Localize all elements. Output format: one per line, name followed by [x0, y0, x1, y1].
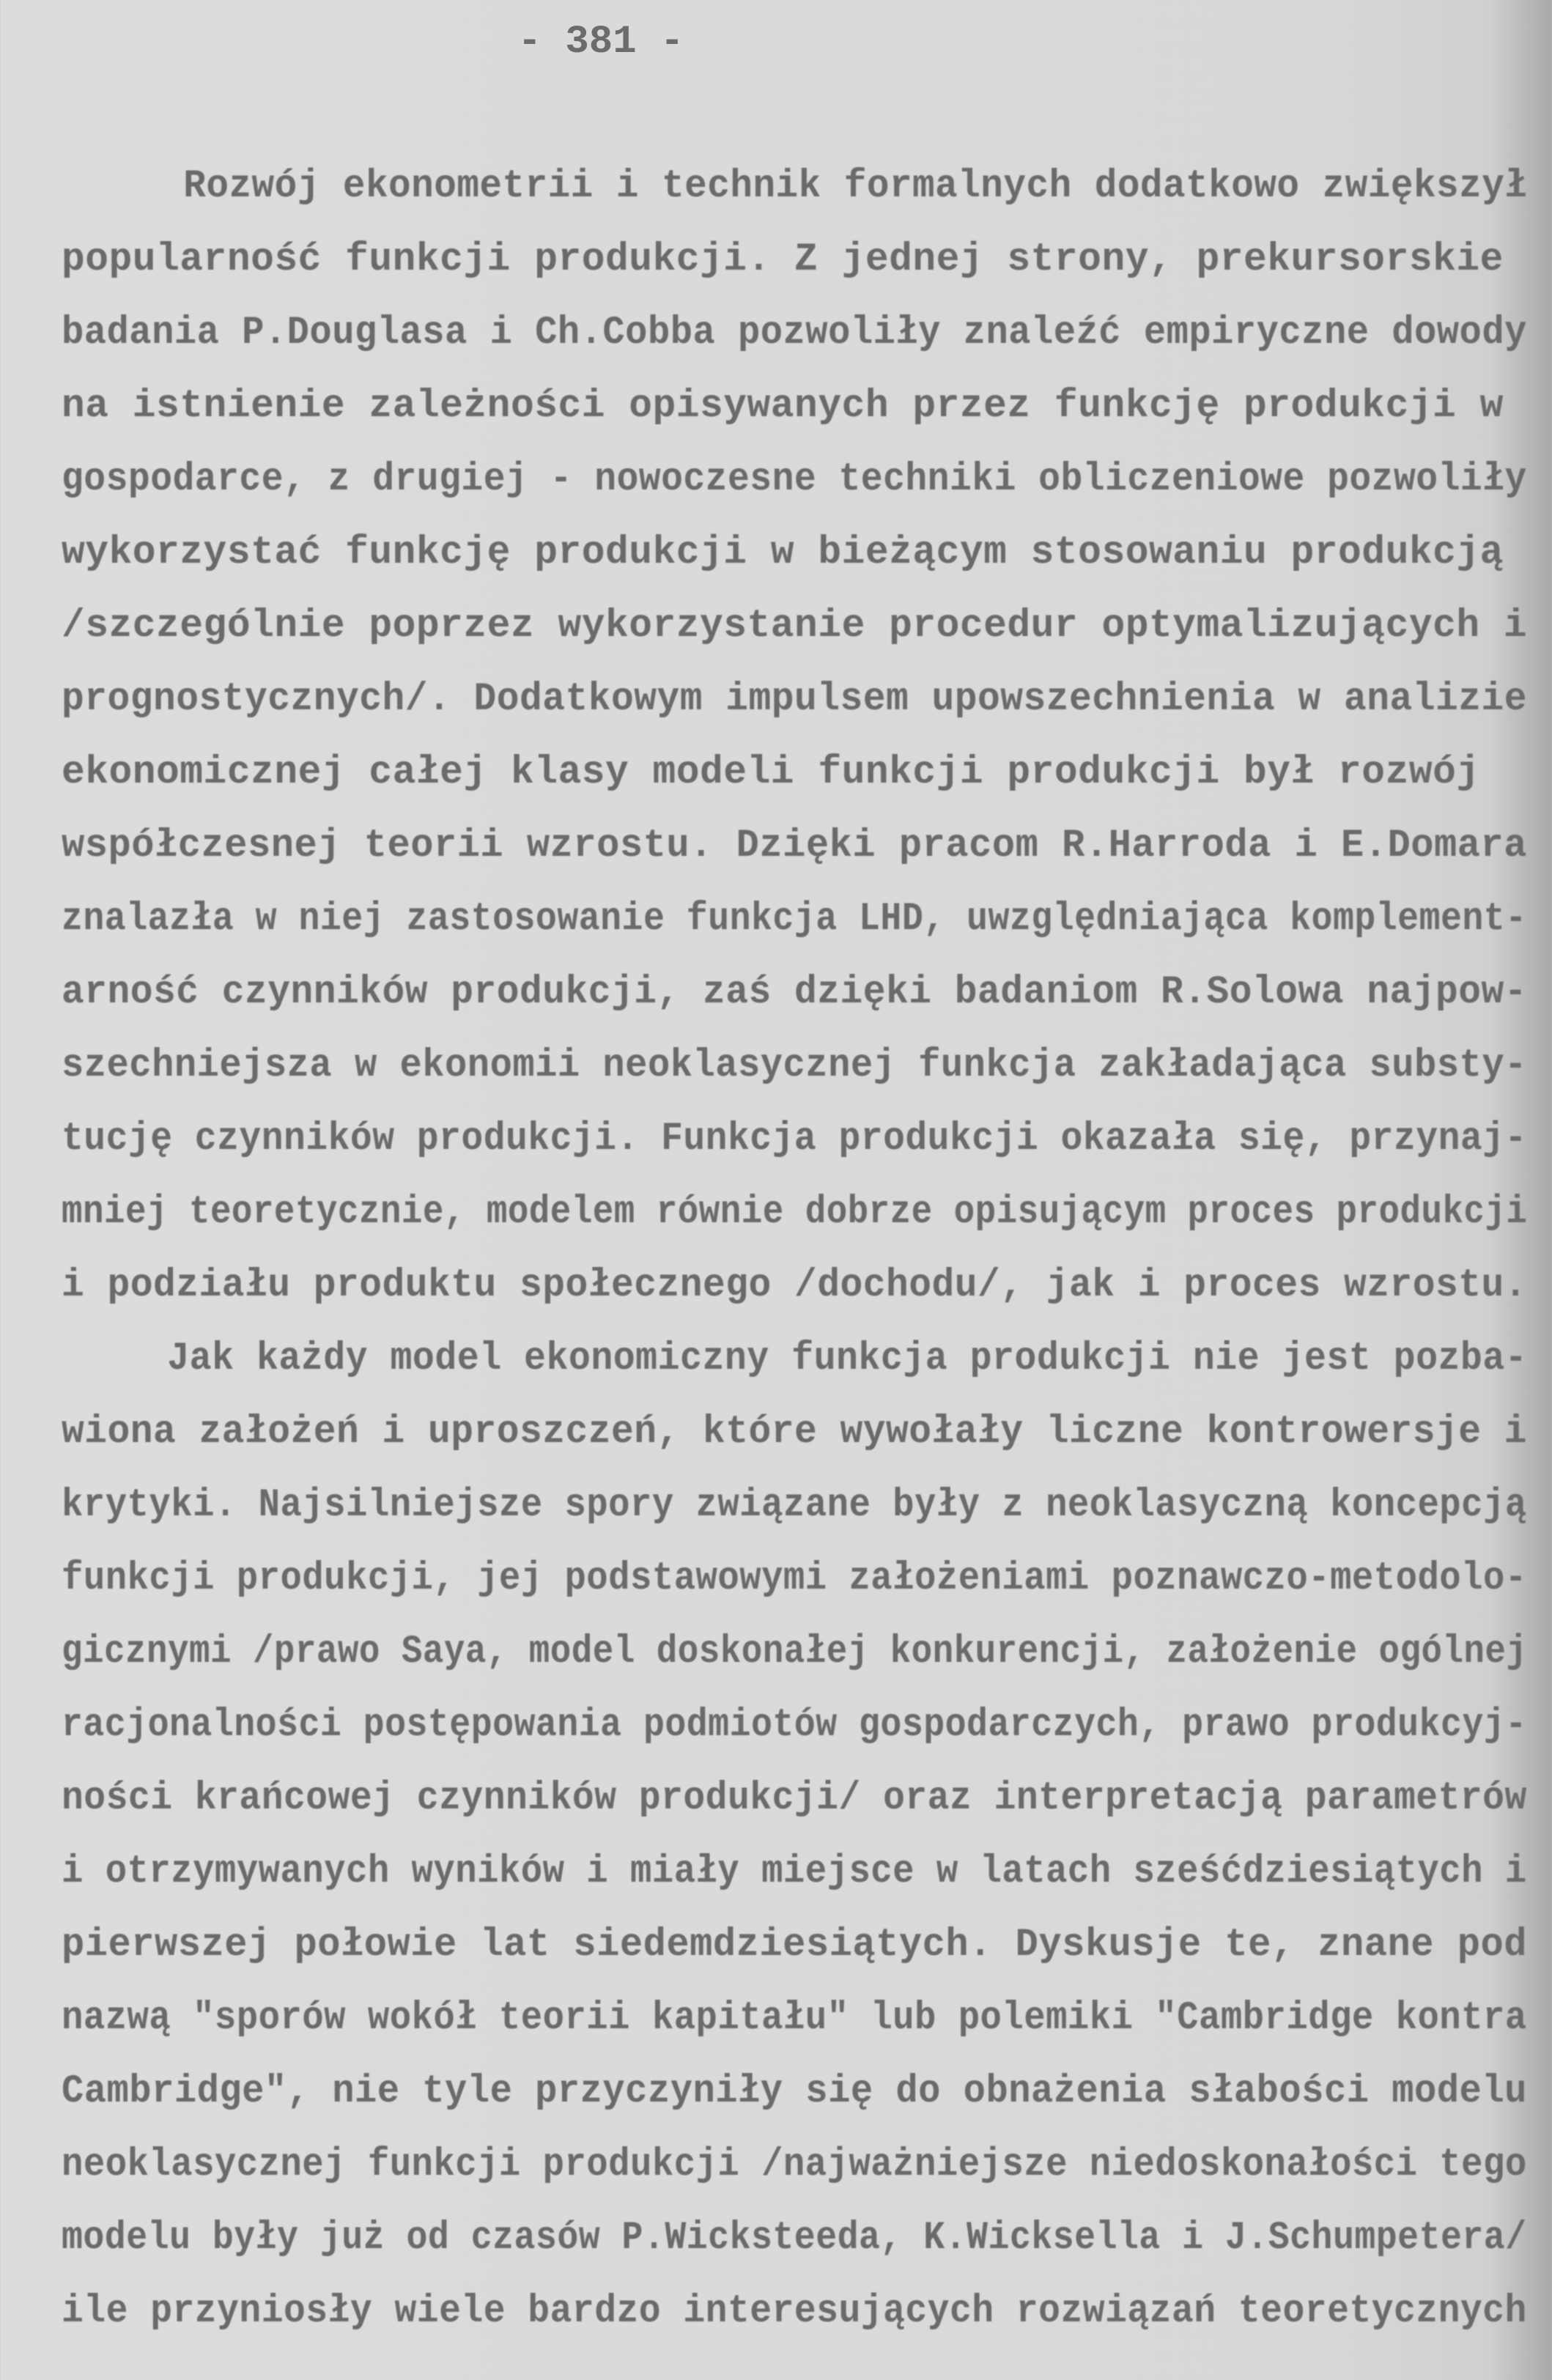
text-line: gicznymi /prawo Saya, model doskonałej konkurencji, założenie ogólnej [62, 1630, 1528, 1674]
text-line: prognostycznych/. Dodatkowym impulsem upowszechnienia w analizie [62, 677, 1527, 722]
document-body [62, 150, 1552, 2348]
text-line: badania P.Douglasa i Ch.Cobba pozwoliły znaleźć empiryczne dowody [62, 311, 1527, 355]
paragraph [62, 1323, 1552, 2348]
text-line: na istnienie zależności opisywanych przez funkcję produkcji w [62, 384, 1504, 429]
text-line: i otrzymywanych wyników i miały miejsce w latach sześćdziesiątych i [62, 1849, 1527, 1894]
text-line: szechniejsza w ekonomii neoklasycznej funkcja zakładająca substy- [62, 1043, 1527, 1088]
text-line: nazwą "sporów wokół teorii kapitału" lub polemiki "Cambridge kontra [62, 1996, 1527, 2041]
text-line: Cambridge", nie tyle przyczyniły się do obnażenia słabości modelu [62, 2069, 1527, 2114]
text-line: funkcji produkcji, jej podstawowymi założeniami poznawczo-metodolo- [62, 1556, 1527, 1601]
text-line: wiona założeń i uproszczeń, które wywołały liczne kontrowersje i [62, 1410, 1527, 1455]
text-line: tucję czynników produkcji. Funkcja produkcji okazała się, przynaj- [62, 1117, 1527, 1161]
text-line: pierwszej połowie lat siedemdziesiątych. Dyskusje te, znane pod [62, 1923, 1528, 1967]
text-line: Rozwój ekonometrii i technik formalnych dodatkowo zwiększył [183, 164, 1528, 209]
text-line: ności krańcowej czynników produkcji/ oraz interpretacją parametrów [62, 1776, 1527, 1821]
text-line: znalazła w niej zastosowanie funkcja LHD, uwzględniająca komplement- [62, 897, 1527, 942]
text-line: i podziału produktu społecznego /dochodu/, jak i proces wzrostu. [62, 1263, 1527, 1308]
text-line: modelu były już od czasów P.Wicksteeda, K.Wicksella i J.Schumpetera/ [62, 2216, 1527, 2261]
paragraph [62, 150, 1552, 1323]
text-line: neoklasycznej funkcji produkcji /najważniejsze niedoskonałości tego [62, 2143, 1527, 2187]
text-line: krytyki. Najsilniejsze spory związane były z neoklasyczną koncepcją [62, 1483, 1527, 1528]
text-line: ekonomicznej całej klasy modeli funkcji produkcji był rozwój [62, 750, 1480, 795]
text-line: wykorzystać funkcję produkcji w bieżącym stosowaniu produkcją [62, 531, 1504, 575]
text-line: racjonalności postępowania podmiotów gospodarczych, prawo produkcyj- [62, 1703, 1527, 1748]
text-line: popularność funkcji produkcji. Z jednej strony, prekursorskie [62, 237, 1504, 282]
text-line: Jak każdy model ekonomiczny funkcja produkcji nie jest pozba- [167, 1337, 1528, 1381]
text-line: /szczególnie poprzez wykorzystanie procedur optymalizujących i [62, 604, 1528, 648]
text-line: gospodarce, z drugiej - nowoczesne techniki obliczeniowe pozwoliły [62, 457, 1527, 502]
text-line: mniej teoretycznie, modelem równie dobrze opisującym proces produkcji [62, 1190, 1528, 1235]
page-number: - 381 - [517, 20, 684, 64]
text-line: współczesnej teorii wzrostu. Dzięki pracom R.Harroda i E.Domara [62, 824, 1528, 868]
text-line: arność czynników produkcji, zaś dzięki badaniom R.Solowa najpow- [62, 970, 1527, 1015]
text-line: ile przyniosły wiele bardzo interesujących rozwiązań teoretycznych [62, 2289, 1527, 2334]
